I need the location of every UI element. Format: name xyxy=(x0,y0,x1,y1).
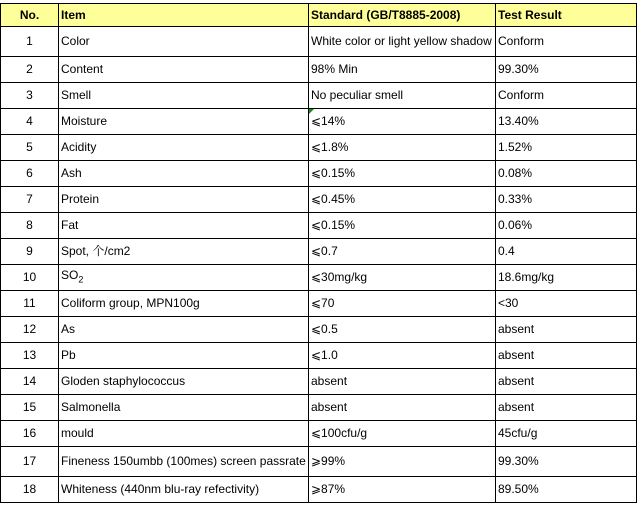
cell-item[interactable]: mould xyxy=(59,421,309,447)
cell-result[interactable]: 99.30% xyxy=(496,57,637,83)
cell-item[interactable]: Spot, 个/cm2 xyxy=(59,239,309,265)
cell-no[interactable]: 1 xyxy=(1,27,59,57)
cell-no[interactable]: 6 xyxy=(1,161,59,187)
cell-result[interactable]: <30 xyxy=(496,291,637,317)
table-row xyxy=(1,369,637,395)
cell-result[interactable]: 89.50% xyxy=(496,477,637,503)
cell-standard[interactable]: ⩽0.15% xyxy=(309,213,496,239)
table-row xyxy=(1,135,637,161)
cell-item[interactable]: Smell xyxy=(59,83,309,109)
cell-no[interactable]: 7 xyxy=(1,187,59,213)
header-row xyxy=(1,4,637,27)
cell-item[interactable]: Protein xyxy=(59,187,309,213)
cell-no[interactable]: 18 xyxy=(1,477,59,503)
cell-standard[interactable]: ⩽14% xyxy=(309,109,496,135)
cell-result[interactable]: 0.4 xyxy=(496,239,637,265)
cell-standard[interactable]: ⩽30mg/kg xyxy=(309,265,496,291)
cell-standard[interactable]: ⩽0.45% xyxy=(309,187,496,213)
cell-item[interactable]: Moisture xyxy=(59,109,309,135)
table-row xyxy=(1,447,637,477)
cell-standard[interactable]: ⩽0.15% xyxy=(309,161,496,187)
table-row xyxy=(1,27,637,57)
table-row xyxy=(1,239,637,265)
cell-no[interactable]: 10 xyxy=(1,265,59,291)
cell-result[interactable]: 1.52% xyxy=(496,135,637,161)
header-test-result[interactable]: Test Result xyxy=(496,4,637,27)
table-row xyxy=(1,187,637,213)
cell-item[interactable]: Ash xyxy=(59,161,309,187)
cell-no[interactable]: 3 xyxy=(1,83,59,109)
cell-no[interactable]: 2 xyxy=(1,57,59,83)
cell-standard[interactable]: ⩽0.7 xyxy=(309,239,496,265)
table-row xyxy=(1,83,637,109)
cell-result[interactable]: absent xyxy=(496,317,637,343)
cell-item[interactable]: Whiteness (440nm blu-ray refectivity) xyxy=(59,477,309,503)
cell-item-subscript: 2 xyxy=(78,274,84,285)
cell-result[interactable]: 99.30% xyxy=(496,447,637,477)
table-row xyxy=(1,291,637,317)
cell-result[interactable]: Conform xyxy=(496,27,637,57)
table-row xyxy=(1,477,637,503)
cell-no[interactable]: 4 xyxy=(1,109,59,135)
cell-standard[interactable]: 98% Min xyxy=(309,57,496,83)
table-row xyxy=(1,317,637,343)
cell-standard[interactable]: ⩽70 xyxy=(309,291,496,317)
cell-no[interactable]: 5 xyxy=(1,135,59,161)
cell-no[interactable]: 13 xyxy=(1,343,59,369)
cell-result[interactable]: 45cfu/g xyxy=(496,421,637,447)
cell-item[interactable]: Acidity xyxy=(59,135,309,161)
cell-item-text: Fineness 150umbb (100mes) screen passrate xyxy=(61,454,306,468)
cell-no[interactable]: 9 xyxy=(1,239,59,265)
header-item[interactable]: Item xyxy=(59,4,309,27)
table-row xyxy=(1,421,637,447)
cell-result[interactable]: 0.33% xyxy=(496,187,637,213)
cell-standard[interactable]: ⩽100cfu/g xyxy=(309,421,496,447)
cell-standard[interactable]: No peculiar smell xyxy=(309,83,496,109)
table-row xyxy=(1,109,637,135)
cell-standard[interactable] xyxy=(309,27,496,57)
cell-item[interactable]: Gloden staphylococcus xyxy=(59,369,309,395)
table-row xyxy=(1,161,637,187)
cell-item[interactable]: Fat xyxy=(59,213,309,239)
table-row xyxy=(1,395,637,421)
cell-result[interactable]: absent xyxy=(496,369,637,395)
cell-standard[interactable]: ⩾99% xyxy=(309,447,496,477)
cell-no[interactable]: 8 xyxy=(1,213,59,239)
cell-item[interactable]: Pb xyxy=(59,343,309,369)
cell-standard[interactable]: ⩽1.0 xyxy=(309,343,496,369)
specification-table xyxy=(0,3,637,503)
cell-item[interactable]: Color xyxy=(59,27,309,57)
header-standard[interactable]: Standard (GB/T8885-2008) xyxy=(309,4,496,27)
cell-standard[interactable]: ⩾87% xyxy=(309,477,496,503)
cell-standard[interactable]: absent xyxy=(309,369,496,395)
table-row xyxy=(1,213,637,239)
cell-no[interactable]: 17 xyxy=(1,447,59,477)
cell-no[interactable]: 11 xyxy=(1,291,59,317)
cell-result[interactable]: 0.06% xyxy=(496,213,637,239)
cell-no[interactable]: 15 xyxy=(1,395,59,421)
cell-item[interactable] xyxy=(59,447,309,477)
table-row xyxy=(1,343,637,369)
cell-standard-text: White color or light yellow shadow xyxy=(311,34,492,48)
cell-item[interactable]: Content xyxy=(59,57,309,83)
cell-item-text: SO xyxy=(61,267,79,282)
table-row xyxy=(1,265,637,291)
cell-item[interactable]: Coliform group, MPN100g xyxy=(59,291,309,317)
cell-standard[interactable]: ⩽0.5 xyxy=(309,317,496,343)
cell-result[interactable]: 13.40% xyxy=(496,109,637,135)
cell-result[interactable]: 18.6mg/kg xyxy=(496,265,637,291)
cell-result[interactable]: absent xyxy=(496,343,637,369)
cell-no[interactable]: 14 xyxy=(1,369,59,395)
cell-result[interactable]: Conform xyxy=(496,83,637,109)
cell-item[interactable] xyxy=(59,265,309,291)
cell-result[interactable]: 0.08% xyxy=(496,161,637,187)
cell-standard[interactable]: ⩽1.8% xyxy=(309,135,496,161)
cell-result[interactable]: absent xyxy=(496,395,637,421)
cell-item[interactable]: Salmonella xyxy=(59,395,309,421)
table-row xyxy=(1,57,637,83)
cell-item[interactable]: As xyxy=(59,317,309,343)
cell-standard[interactable]: absent xyxy=(309,395,496,421)
cell-no[interactable]: 12 xyxy=(1,317,59,343)
cell-no[interactable]: 16 xyxy=(1,421,59,447)
header-no[interactable]: No. xyxy=(1,4,59,27)
